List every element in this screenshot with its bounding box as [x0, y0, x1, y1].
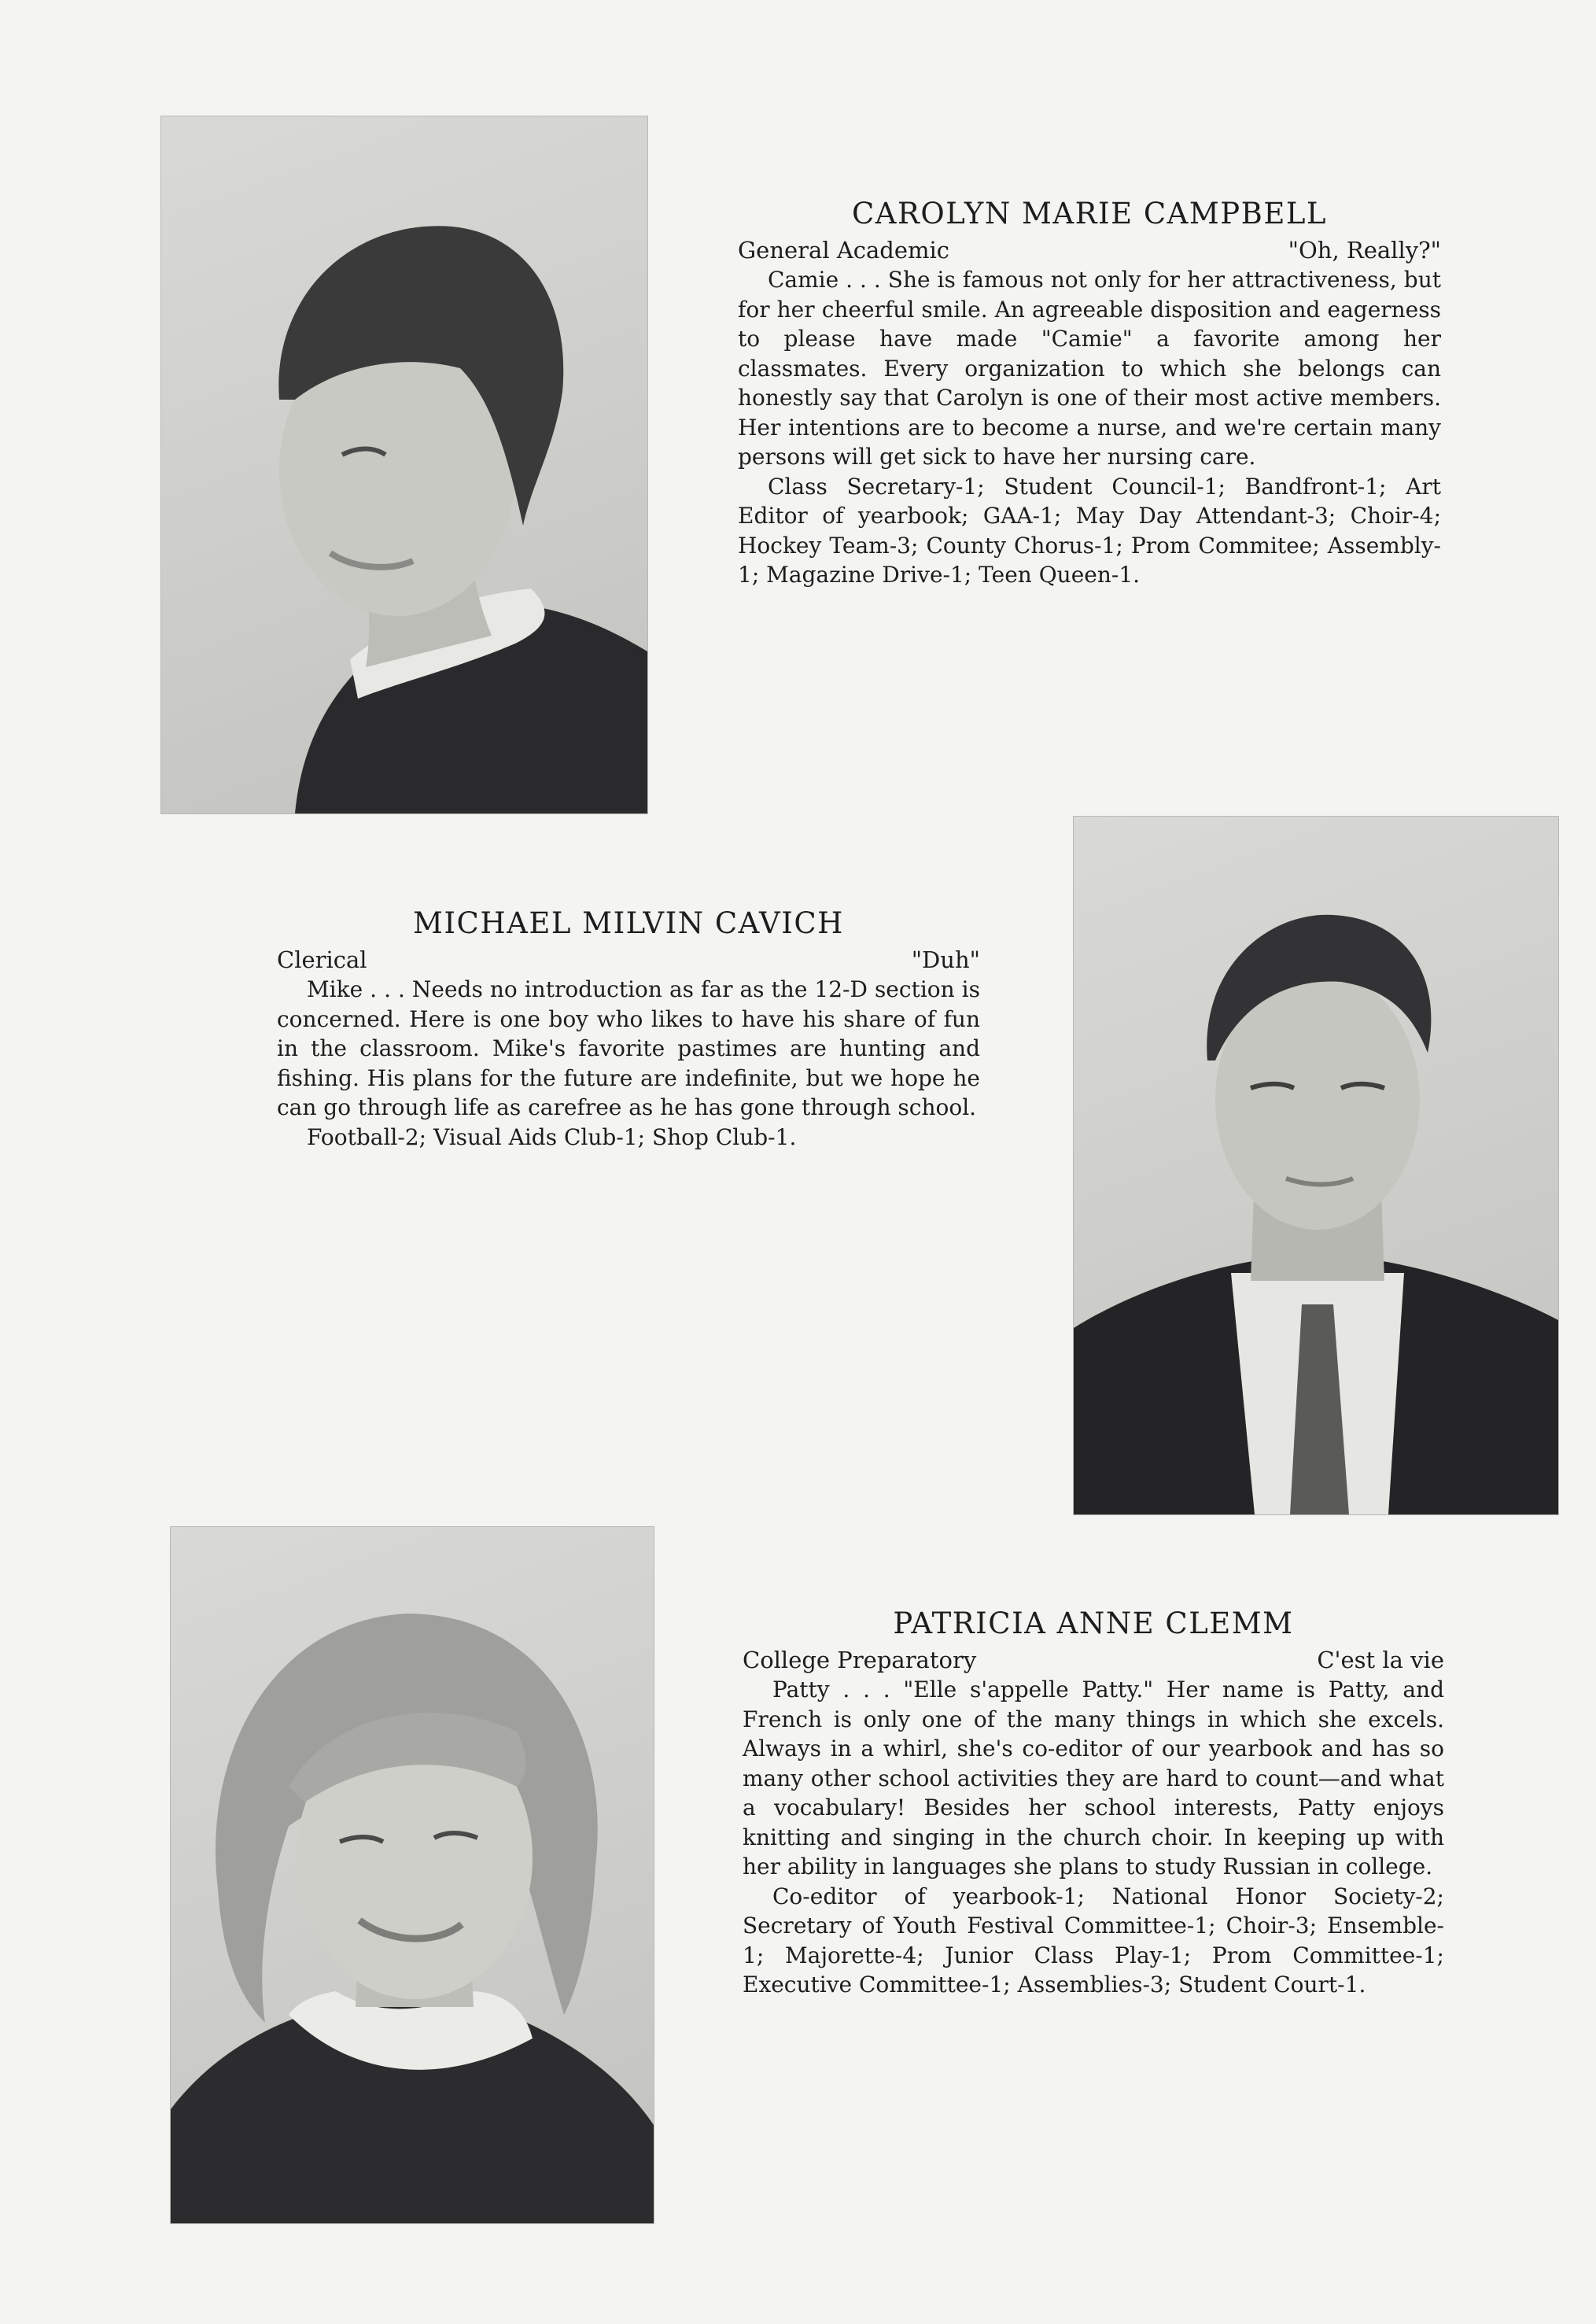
- student-activities: Co-editor of yearbook-1; National Honor Society-2; Secretary of Youth Festival Committee-1; Choir-3; Ensemble-1; Majorette-4; Junior Class Play-1; Prom Committee-1; Executive Committee-1; Assemblies-3; Student Court-1.: [743, 1883, 1444, 1998]
- portrait-photo-cavich: [1073, 816, 1559, 1515]
- portrait-photo-campbell: [160, 116, 648, 814]
- portrait-silhouette: [1074, 817, 1558, 1514]
- student-bio: Patty . . . "Elle s'appelle Patty." Her name is Patty, and French is only one of the many things in which she excels. Always in a whirl, she's co-editor of our yearbook and has so many other school activities they are hard to count—and what a vocabulary! Besides her school interests, Patty enjoys knitting and singing in the church choir. In keeping up with her ability in languages she plans to study Russian in college.: [743, 1677, 1444, 1879]
- portrait-silhouette: [171, 1527, 654, 2223]
- student-motto: "Duh": [911, 946, 980, 973]
- student-activities: Class Secretary-1; Student Council-1; Bandfront-1; Art Editor of yearbook; GAA-1; May Day Attendant-3; Choir-4; Hockey Team-3; County Chorus-1; Prom Commitee; Assembly-1; Magazine Drive-1; Teen Queen-1.: [738, 473, 1441, 588]
- student-name: CAROLYN MARIE CAMPBELL: [852, 197, 1327, 231]
- student-entry-campbell: [738, 197, 1441, 590]
- student-bio: Camie . . . She is famous not only for her attractiveness, but for her cheerful smile. An agreeable disposition and eagerness to please have made "Camie" a favorite among her classmates. Every organization to which she belongs can honestly say that Carolyn is one of their most active members. Her intentions are to become a nurse, and we're certain many persons will get sick to have her nursing care.: [738, 267, 1441, 470]
- student-course: College Preparatory: [743, 1647, 977, 1673]
- student-entry-cavich: [277, 906, 980, 1152]
- student-meta: [743, 1645, 1444, 1675]
- student-motto: "Oh, Really?": [1288, 237, 1441, 264]
- student-entry-clemm: [743, 1607, 1444, 2000]
- portrait-silhouette: [161, 116, 647, 813]
- student-activities: Football-2; Visual Aids Club-1; Shop Club-1.: [307, 1123, 797, 1150]
- student-course: Clerical: [277, 946, 367, 973]
- student-meta: [277, 945, 980, 975]
- student-bio: Mike . . . Needs no introduction as far as the 12-D section is concerned. Here is one boy who likes to have his share of fun in the classroom. Mike's favorite pastimes are hunting and fishing. His plans for the future are indefinite, but we hope he can go through life as carefree as he has gone through school.: [277, 976, 980, 1120]
- student-name: PATRICIA ANNE CLEMM: [893, 1607, 1294, 1640]
- student-name: MICHAEL MILVIN CAVICH: [413, 906, 844, 940]
- student-meta: [738, 235, 1441, 265]
- student-course: General Academic: [738, 237, 950, 264]
- student-motto: C'est la vie: [1317, 1647, 1444, 1673]
- portrait-photo-clemm: [170, 1526, 654, 2224]
